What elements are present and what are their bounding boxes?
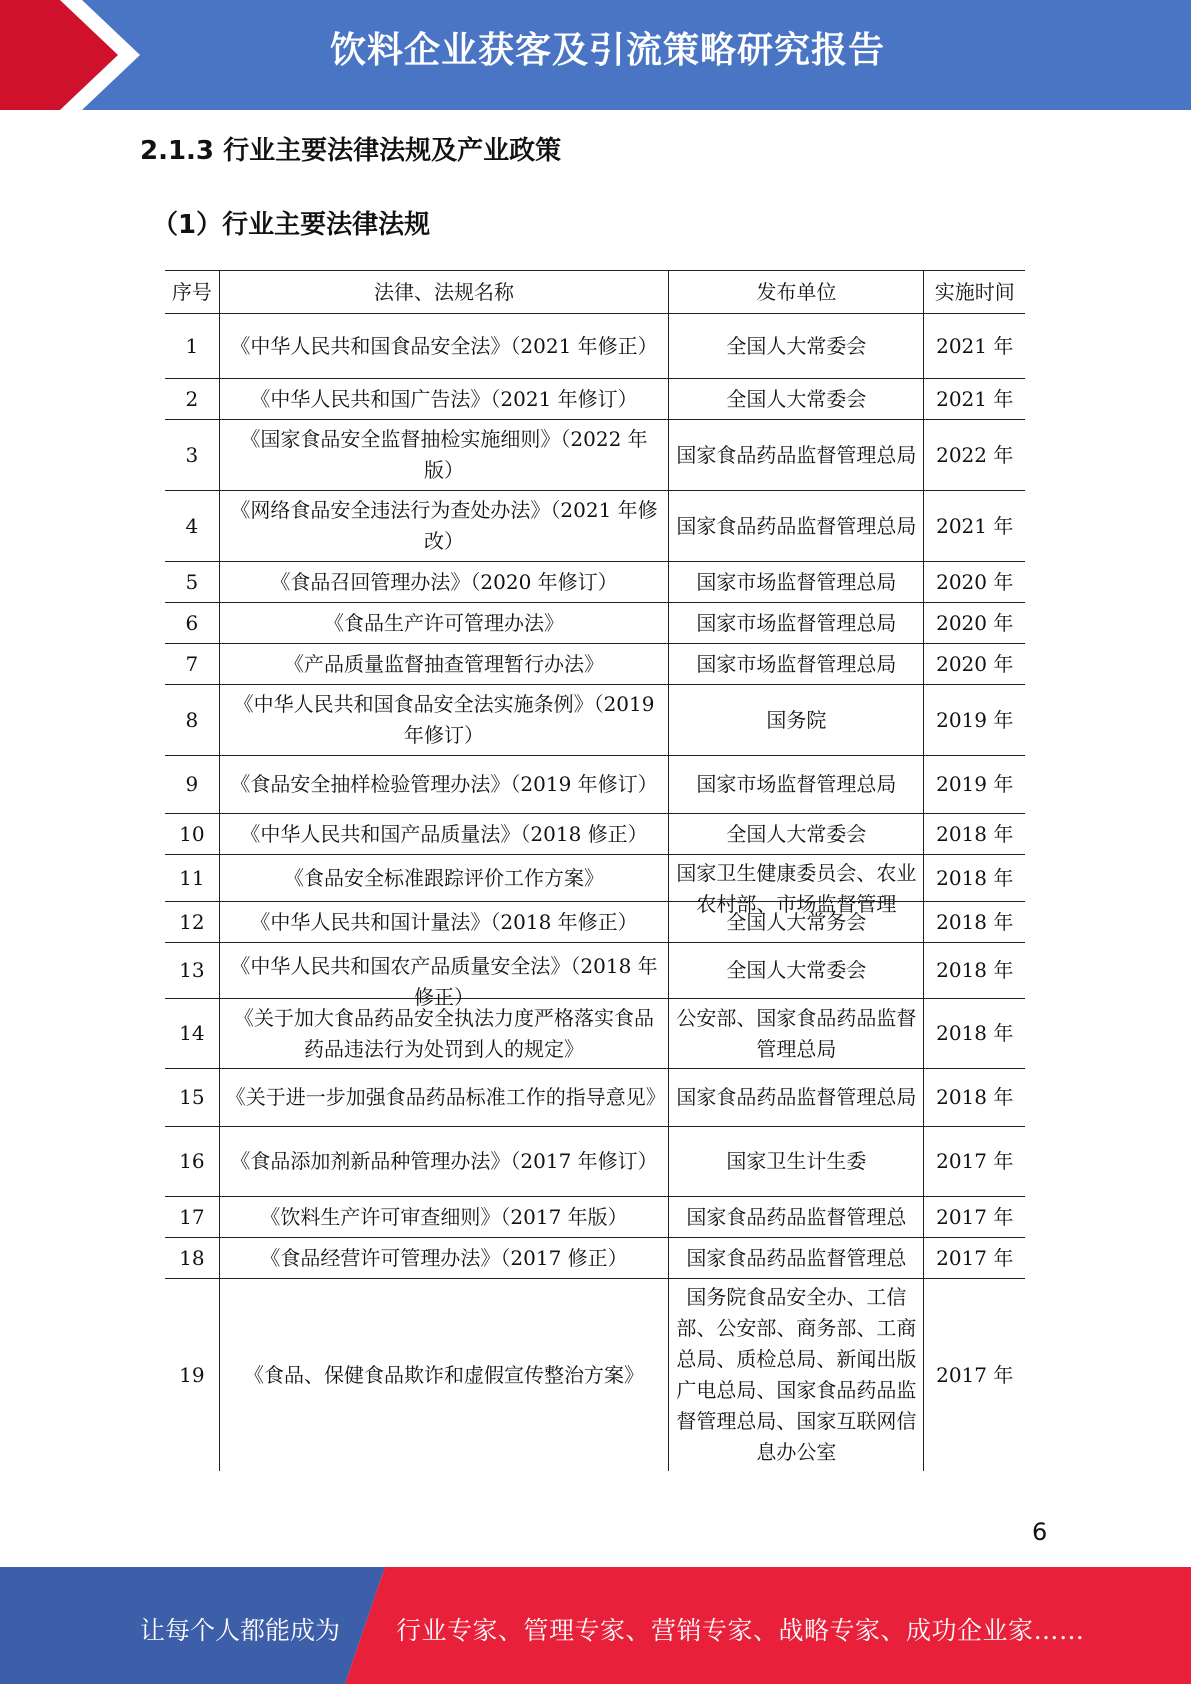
row-no: 1 (165, 314, 219, 379)
table-row (165, 420, 1025, 491)
table-row (165, 1279, 1025, 1472)
row-year: 2020 年 (924, 603, 1025, 644)
row-name (219, 943, 669, 1009)
header-cell-org: 发布单位 (669, 271, 924, 314)
row-org: 国家市场监督管理总局 (669, 756, 924, 814)
row-name: 《食品添加剂新品种管理办法》（2017 年修订） (219, 1127, 669, 1197)
row-no: 18 (165, 1238, 219, 1279)
header-arrow-decoration (0, 0, 160, 110)
row-no: 14 (165, 999, 219, 1069)
row-org (669, 855, 924, 916)
row-name-text: 《中华人民共和国农产品质量安全法》（2018 年修正） (230, 953, 658, 1009)
row-name: 《网络食品安全违法行为查处办法》（2021 年修改） (219, 491, 669, 562)
row-year: 2017 年 (924, 1197, 1025, 1238)
table-row (165, 1197, 1025, 1238)
row-year: 2018 年 (924, 1069, 1025, 1127)
row-name: 《中华人民共和国广告法》（2021 年修订） (219, 379, 669, 420)
row-org (669, 1197, 924, 1238)
row-org: 全国人大常务会 (669, 902, 924, 943)
row-org (669, 1069, 924, 1127)
row-year: 2017 年 (924, 1238, 1025, 1279)
row-name: 《中华人民共和国食品安全法实施条例》（2019 年修订） (219, 685, 669, 756)
table-row (165, 943, 1025, 999)
row-org: 国务院食品安全办、工信部、公安部、商务部、工商总局、质检总局、新闻出版广电总局、国家食品药品监督管理总局、国家互联网信息办公室 (669, 1279, 924, 1472)
row-year: 2018 年 (924, 943, 1025, 999)
row-org: 国家食品药品监督管理总局 (669, 491, 924, 562)
table-row (165, 814, 1025, 855)
table-row (165, 1127, 1025, 1197)
row-name (219, 756, 669, 814)
table-row (165, 603, 1025, 644)
table-row (165, 314, 1025, 379)
row-year: 2019 年 (924, 756, 1025, 814)
row-no: 3 (165, 420, 219, 491)
row-name: 《食品召回管理办法》（2020 年修订） (219, 562, 669, 603)
row-no: 15 (165, 1069, 219, 1127)
row-name: 《关于加大食品药品安全执法力度严格落实食品药品违法行为处罚到人的规定》 (219, 999, 669, 1069)
row-org-text: 国家食品药品监督管理总 (686, 1246, 907, 1270)
row-name: 《食品生产许可管理办法》 (219, 603, 669, 644)
row-org: 国家市场监督管理总局 (669, 562, 924, 603)
footer-slogan-right: 行业专家、管理专家、营销专家、战略专家、成功企业家…… (396, 1616, 1085, 1645)
row-no: 6 (165, 603, 219, 644)
table-header-row (165, 271, 1025, 314)
row-org: 国家市场监督管理总局 (669, 603, 924, 644)
table-row (165, 685, 1025, 756)
subsection-heading: （1）行业主要法律法规 (152, 210, 431, 240)
row-year: 2021 年 (924, 314, 1025, 379)
row-no: 4 (165, 491, 219, 562)
row-org: 公安部、国家食品药品监督管理总局 (669, 999, 924, 1069)
footer-band (0, 1567, 1191, 1684)
row-name: 《食品经营许可管理办法》（2017 修正） (219, 1238, 669, 1279)
row-org-text: 国家食品药品监督管理总 (686, 1205, 907, 1229)
row-org-text: 国家卫生健康委员会、农业农村部、市场监督管理 (676, 861, 917, 916)
row-no: 7 (165, 644, 219, 685)
row-year: 2018 年 (924, 814, 1025, 855)
row-name: 《中华人民共和国产品质量法》（2018 修正） (219, 814, 669, 855)
row-no: 17 (165, 1197, 219, 1238)
table-row (165, 562, 1025, 603)
row-org: 国家市场监督管理总局 (669, 644, 924, 685)
table-row (165, 491, 1025, 562)
row-no: 5 (165, 562, 219, 603)
row-name: 《中华人民共和国食品安全法》（2021 年修正） (219, 314, 669, 379)
row-no: 11 (165, 855, 219, 902)
row-year: 2021 年 (924, 491, 1025, 562)
header-band (0, 0, 1191, 110)
row-no: 9 (165, 756, 219, 814)
row-name: 《产品质量监督抽查管理暂行办法》 (219, 644, 669, 685)
row-org: 国家卫生计生委 (669, 1127, 924, 1197)
page-number: 6 (1032, 1518, 1048, 1546)
row-year: 2020 年 (924, 644, 1025, 685)
table-row (165, 1069, 1025, 1127)
row-org-text: 国家食品药品监督管理总局 (676, 1085, 917, 1109)
row-org: 国家食品药品监督管理总局 (669, 420, 924, 491)
row-name (219, 1069, 669, 1127)
table-row (165, 1238, 1025, 1279)
table-row (165, 855, 1025, 902)
row-no: 10 (165, 814, 219, 855)
row-no: 13 (165, 943, 219, 999)
row-name: 《饮料生产许可审查细则》（2017 年版） (219, 1197, 669, 1238)
row-org: 全国人大常委会 (669, 314, 924, 379)
row-name: 《中华人民共和国计量法》（2018 年修正） (219, 902, 669, 943)
row-name: 《食品、保健食品欺诈和虚假宣传整治方案》 (219, 1279, 669, 1472)
table-row (165, 999, 1025, 1069)
row-year: 2020 年 (924, 562, 1025, 603)
row-year: 2017 年 (924, 1127, 1025, 1197)
row-year: 2022 年 (924, 420, 1025, 491)
table-row (165, 379, 1025, 420)
row-no: 8 (165, 685, 219, 756)
row-year: 2021 年 (924, 379, 1025, 420)
header-cell-no: 序号 (165, 271, 219, 314)
report-title: 饮料企业获客及引流策略研究报告 (330, 30, 886, 71)
row-name: 《国家食品安全监督抽检实施细则》（2022 年版） (219, 420, 669, 491)
row-name-text: 《关于进一步加强食品药品标准工作的指导意见》 (225, 1085, 666, 1109)
row-year: 2018 年 (924, 902, 1025, 943)
table-row (165, 644, 1025, 685)
row-year: 2017 年 (924, 1279, 1025, 1472)
row-no: 12 (165, 902, 219, 943)
row-no: 2 (165, 379, 219, 420)
row-org: 全国人大常委会 (669, 943, 924, 999)
row-year: 2018 年 (924, 855, 1025, 902)
row-org (669, 1238, 924, 1279)
row-name: 《食品安全标准跟踪评价工作方案》 (219, 855, 669, 902)
row-no: 19 (165, 1279, 219, 1472)
row-year: 2018 年 (924, 999, 1025, 1069)
row-org: 国务院 (669, 685, 924, 756)
row-org: 全国人大常委会 (669, 814, 924, 855)
row-year: 2019 年 (924, 685, 1025, 756)
row-org: 全国人大常委会 (669, 379, 924, 420)
header-cell-year: 实施时间 (924, 271, 1025, 314)
footer-slogan-left: 让每个人都能成为 (140, 1616, 341, 1645)
section-heading: 2.1.3 行业主要法律法规及产业政策 (140, 136, 562, 166)
header-cell-name: 法律、法规名称 (219, 271, 669, 314)
row-no: 16 (165, 1127, 219, 1197)
row-name-text: 《食品安全抽样检验管理办法》（2019 年修订） (230, 772, 658, 796)
regulations-table (165, 270, 1025, 1471)
table-row (165, 756, 1025, 814)
